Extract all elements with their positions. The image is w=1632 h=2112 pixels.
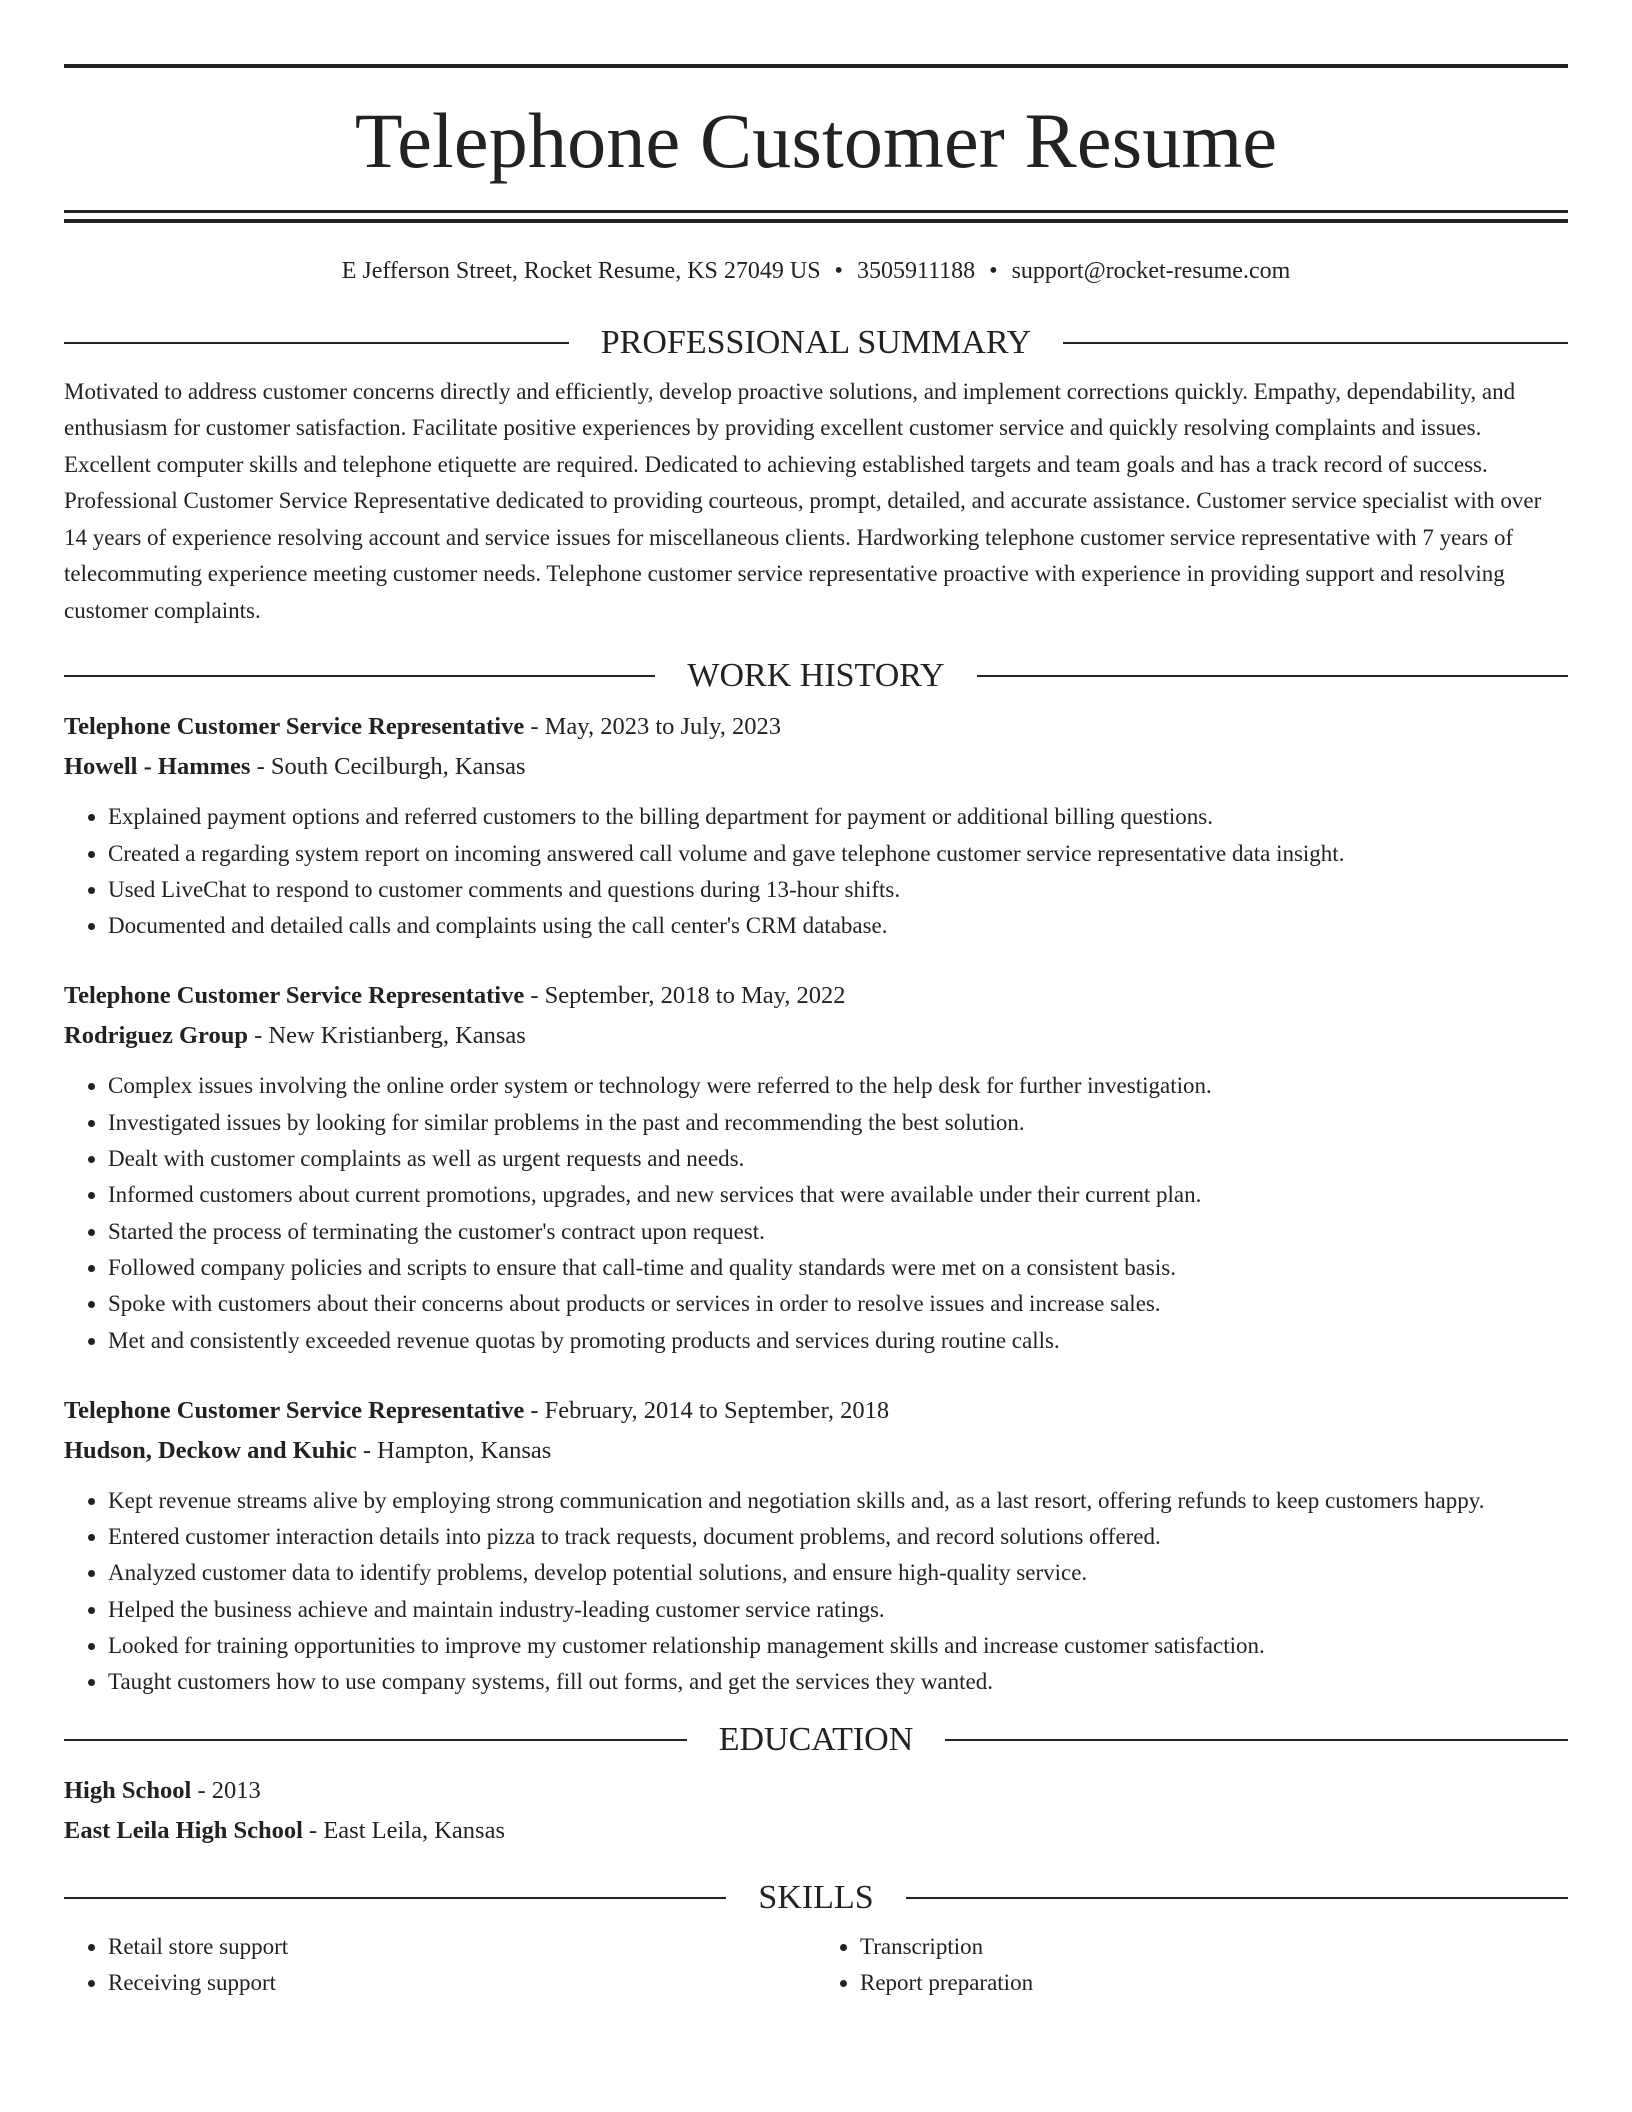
contact-separator: • [834,258,843,284]
list-item: • Spoke with customers about their concerns about products or services in order to resolve issues and increase sales. [108,1286,1568,1322]
list-item: • Complex issues involving the online order system or technology were referred to the help desk for further investigation. [108,1068,1568,1104]
heading-rule-left [64,1897,726,1899]
job-title-line [64,1391,1568,1431]
education-entry [64,1771,1568,1851]
list-item: • Kept revenue streams alive by employing strong communication and negotiation skills and, as a last resort, offering refunds to keep customers happy. [108,1483,1568,1519]
list-item: • Taught customers how to use company systems, fill out forms, and get the services they wanted. [108,1664,1568,1700]
education-year: - 2013 [191,1776,261,1804]
list-item: • Used LiveChat to respond to customer comments and questions during 13-hour shifts. [108,872,1568,908]
resume-title: Telephone Customer Resume [354,97,1278,184]
job-title-line [64,976,1568,1016]
section-heading-work-history [64,659,1568,693]
job-dates: - February, 2014 to September, 2018 [524,1396,890,1424]
job-location: - Hampton, Kansas [356,1436,552,1464]
section-title: SKILLS [758,1878,874,1916]
section-heading-skills [64,1878,1568,1916]
job-location: - New Kristianberg, Kansas [248,1022,526,1050]
list-item: • Explained payment options and referred customers to the billing department for payment or additional billing questions. [108,799,1568,835]
section-heading-summary [64,323,1568,361]
job-entry [64,707,1568,944]
list-item: • Documented and detailed calls and complaints using the call center's CRM database. [108,908,1568,944]
list-item: • Started the process of terminating the customer's contract upon request. [108,1214,1568,1250]
section-heading-education [64,1720,1568,1758]
heading-rule-left [64,1739,687,1741]
list-item: • Followed company policies and scripts to ensure that call-time and quality standards were met on a consistent basis. [108,1250,1568,1286]
list-item: • Looked for training opportunities to improve my customer relationship management skills and increase customer satisfaction. [108,1628,1568,1664]
education-degree: High School [64,1776,192,1804]
list-item: • Met and consistently exceeded revenue quotas by promoting products and services during routine calls. [108,1323,1568,1359]
job-bullets [64,1483,1568,1701]
job-title: Telephone Customer Service Representative [64,1396,525,1424]
job-location: - South Cecilburgh, Kansas [250,753,526,781]
job-company: Rodriguez Group [64,1022,248,1050]
skill-item: • Retail store support [108,1929,816,1965]
job-title-line [64,707,1568,747]
education-school-line [64,1811,1568,1851]
heading-rule-left [64,675,655,677]
section-title: WORK HISTORY [687,657,945,695]
list-item: • Created a regarding system report on incoming answered call volume and gave telephone customer service representative data insight. [108,836,1568,872]
skills-column-left [64,1929,816,2001]
contact-separator: • [989,258,998,284]
job-bullets [64,799,1568,944]
list-item: • Analyzed customer data to identify problems, develop potential solutions, and ensure high-quality service. [108,1555,1568,1591]
job-entry [64,1391,1568,1701]
heading-rule-right [906,1897,1568,1899]
heading-rule-left [64,342,569,344]
section-title: EDUCATION [718,1720,914,1758]
job-company: Hudson, Deckow and Kuhic [64,1436,357,1464]
job-company-line [64,747,1568,787]
job-dates: - May, 2023 to July, 2023 [524,713,782,741]
heading-rule-right [1063,342,1568,344]
job-title: Telephone Customer Service Representative [64,713,525,741]
list-item: • Entered customer interaction details into pizza to track requests, document problems, and record solutions offered. [108,1519,1568,1555]
skill-item: • Transcription [860,1929,1568,1965]
education-school: East Leila High School [64,1816,303,1844]
heading-rule-right [977,675,1568,677]
job-title: Telephone Customer Service Representative [64,982,525,1010]
section-title: PROFESSIONAL SUMMARY [600,323,1032,361]
job-company-line [64,1016,1568,1056]
top-rule [64,64,1568,68]
heading-rule-right [945,1739,1568,1741]
education-location: - East Leila, Kansas [302,1816,505,1844]
contact-line [64,257,1568,286]
job-company: Howell - Hammes [64,753,251,781]
job-entry [64,976,1568,1358]
summary-text: Motivated to address customer concerns directly and efficiently, develop proactive solutions, and implement corrections quickly. Empathy, dependability, and enthusiasm for customer satisfaction. Facilitate positive experiences by providing excellent customer service and quickly resolving complaints and issues. Excellent computer skills and telephone etiquette are required. Dedicated to achieving established targets and team goals and has a track record of success. Professional Customer Service Representative dedicated to providing courteous, prompt, detailed, and accurate assistance. Customer service specialist with over 14 years of experience resolving account and service issues for miscellaneous clients. Hardworking telephone customer service representative with 7 years of telecommuting experience meeting customer needs. Telephone customer service representative proactive with experience in providing support and resolving customer complaints. [64,378,1542,623]
list-item: • Investigated issues by looking for similar problems in the past and recommending the best solution. [108,1105,1568,1141]
skills-column-right [816,1929,1568,2001]
list-item: • Dealt with customer complaints as well as urgent requests and needs. [108,1141,1568,1177]
title-double-rule [64,210,1568,223]
contact-email: support@rocket-resume.com [1011,258,1291,284]
contact-address: E Jefferson Street, Rocket Resume, KS 27049 US [341,258,821,284]
job-company-line [64,1431,1568,1471]
skill-item: • Report preparation [860,1965,1568,2001]
skills-list [64,1929,1568,2001]
resume-page [64,0,1568,2001]
list-item: • Helped the business achieve and maintain industry-leading customer service ratings. [108,1592,1568,1628]
list-item: • Informed customers about current promotions, upgrades, and new services that were available under their current plan. [108,1177,1568,1213]
education-degree-line [64,1771,1568,1811]
skill-item: • Receiving support [108,1965,816,2001]
contact-phone: 3505911188 [856,258,976,284]
job-bullets [64,1068,1568,1358]
job-dates: - September, 2018 to May, 2022 [524,982,846,1010]
